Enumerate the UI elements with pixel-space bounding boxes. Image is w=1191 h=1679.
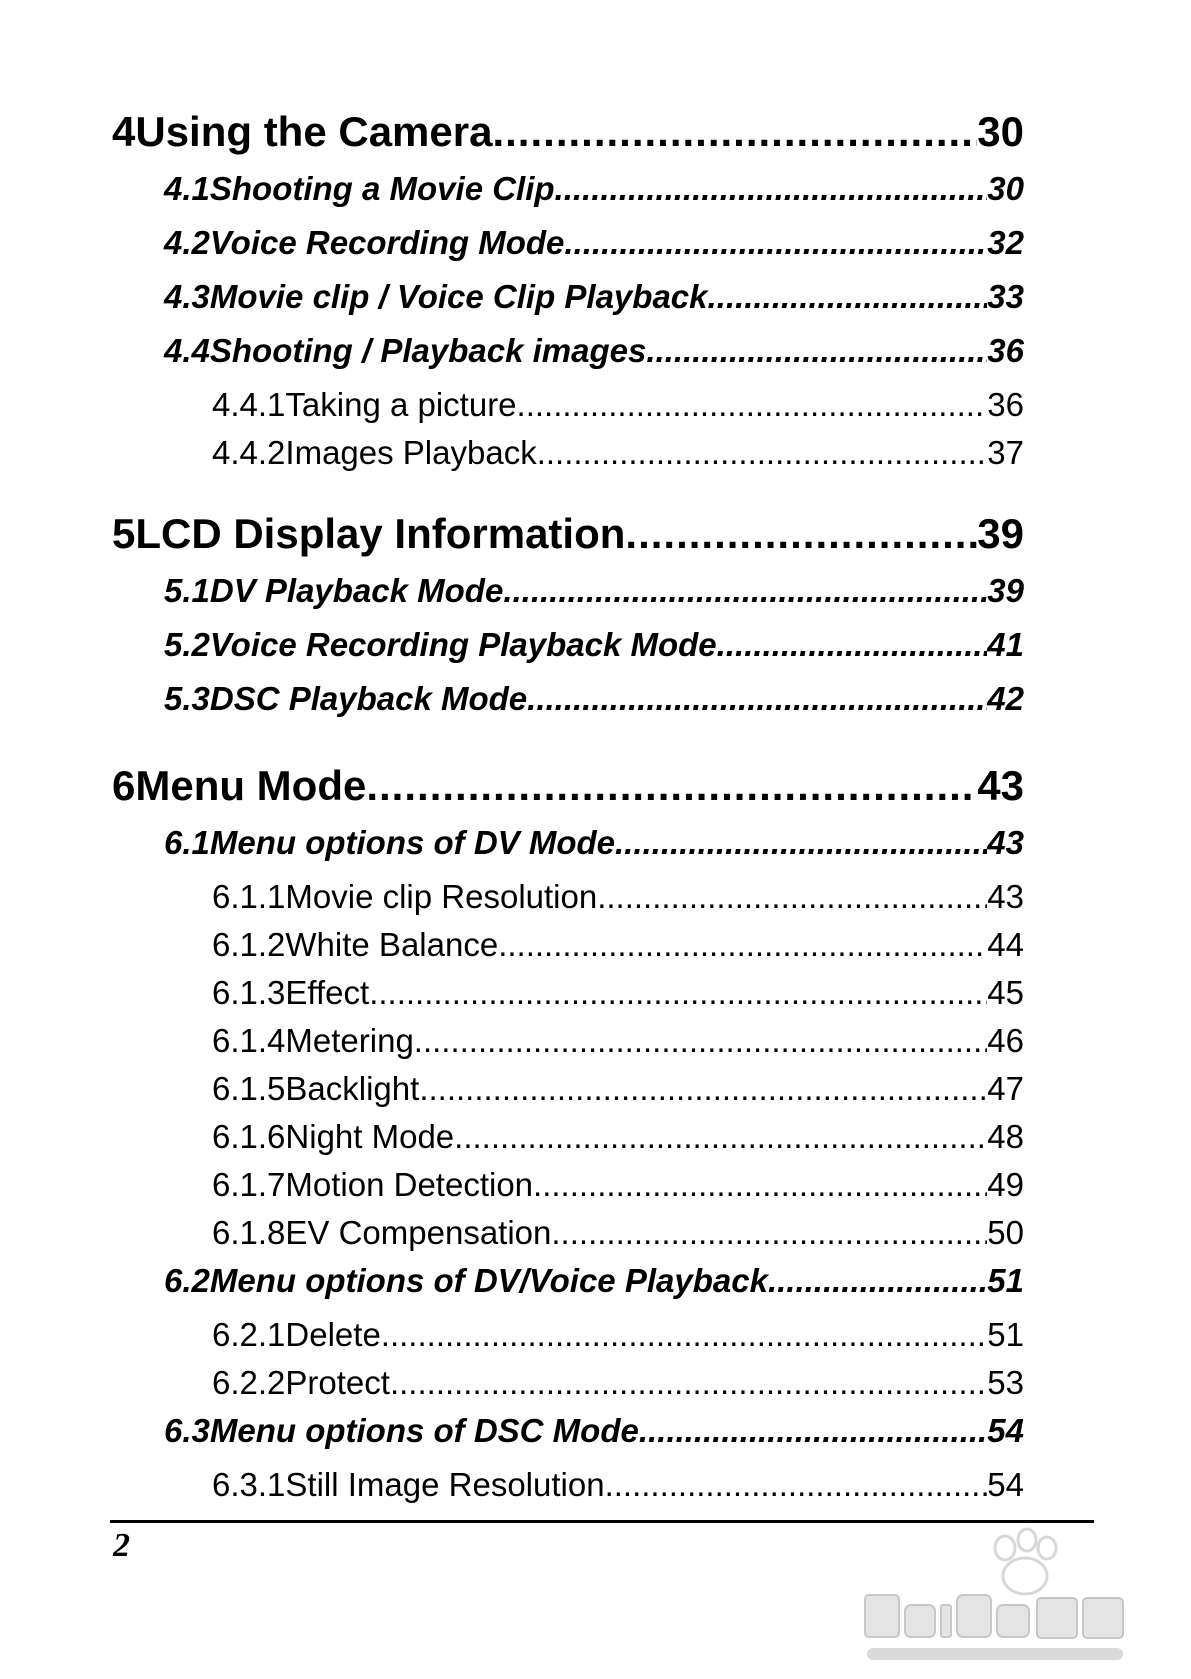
dot-leader	[366, 762, 977, 810]
toc-entry-page-number: 45	[987, 974, 1024, 1011]
toc-entry-page-number: 39	[987, 572, 1024, 609]
toc-entry-page-number: 30	[977, 108, 1024, 155]
toc-entry-page-number: 42	[987, 680, 1024, 717]
toc-entry-level-3[interactable]	[112, 878, 1024, 926]
toc-entry-number: 5.3	[164, 680, 210, 717]
dot-leader	[414, 1022, 987, 1060]
toc-entry-title: EV Compensation	[285, 1214, 552, 1251]
toc-entry-level-3[interactable]	[112, 386, 1024, 434]
toc-entry-number: 4	[112, 108, 136, 155]
dot-leader	[555, 170, 988, 208]
toc-entry-title: Using the Camera	[135, 108, 493, 155]
toc-entry-level-3[interactable]	[112, 1364, 1024, 1412]
toc-entry-page-number: 33	[987, 278, 1024, 315]
toc-entry-page-number: 51	[987, 1316, 1024, 1353]
toc-entry-page-number: 43	[977, 762, 1024, 809]
toc-entry-page-number: 54	[987, 1466, 1024, 1503]
toc-entry-number: 6.3	[164, 1412, 210, 1449]
toc-entry-level-3[interactable]	[112, 1316, 1024, 1364]
dot-leader	[717, 626, 988, 664]
toc-entry-page-number: 36	[987, 386, 1024, 423]
toc-entry-number: 6.1.2	[212, 926, 286, 963]
dot-leader	[564, 224, 987, 262]
toc-entry-page-number: 41	[987, 626, 1024, 663]
dot-leader	[646, 332, 987, 370]
toc-entry-title: Effect	[285, 974, 370, 1011]
toc-entry-title: Voice Recording Playback Mode	[209, 626, 717, 663]
toc-entry-number: 6.1.1	[212, 878, 286, 915]
toc-entry-page-number: 50	[987, 1214, 1024, 1251]
toc-entry-level-3[interactable]	[112, 1466, 1024, 1514]
dot-leader	[615, 824, 987, 862]
toc-entry-level-3[interactable]	[112, 1214, 1024, 1262]
toc-entry-level-2[interactable]	[112, 680, 1024, 734]
toc-entry-title: DV Playback Mode	[209, 572, 504, 609]
toc-entry-level-2[interactable]	[112, 824, 1024, 878]
toc-entry-level-2[interactable]	[112, 572, 1024, 626]
toc-entry-title: Protect	[285, 1364, 390, 1401]
toc-entry-level-2[interactable]	[112, 1262, 1024, 1316]
toc-entry-level-3[interactable]	[112, 926, 1024, 974]
toc-entry-number: 4.4.1	[212, 386, 286, 423]
dot-leader	[454, 1118, 987, 1156]
page-number: 2	[113, 1527, 130, 1564]
toc-entry-title: Night Mode	[285, 1118, 455, 1155]
toc-entry-level-1[interactable]	[112, 108, 1024, 160]
dot-leader	[533, 1166, 987, 1204]
toc-entry-page-number: 53	[987, 1364, 1024, 1401]
toc-entry-level-1[interactable]	[112, 510, 1024, 562]
dot-leader	[708, 278, 988, 316]
dot-leader	[390, 1364, 987, 1402]
toc-entry-title: Delete	[285, 1316, 381, 1353]
toc-entry-level-3[interactable]	[112, 1118, 1024, 1166]
toc-entry-number: 6.2.2	[212, 1364, 286, 1401]
toc-entry-title: Menu options of DV Mode	[209, 824, 615, 861]
toc-entry-number: 6.1.7	[212, 1166, 286, 1203]
dot-leader	[419, 1070, 987, 1108]
toc-entry-title: Movie clip / Voice Clip Playback	[209, 278, 708, 315]
toc-entry-page-number: 51	[987, 1262, 1024, 1299]
dot-leader	[498, 926, 987, 964]
toc-entry-page-number: 30	[987, 170, 1024, 207]
toc-entry-number: 4.4	[164, 332, 210, 369]
toc-entry-page-number: 46	[987, 1022, 1024, 1059]
toc-entry-level-3[interactable]	[112, 974, 1024, 1022]
toc-entry-title: Backlight	[285, 1070, 420, 1107]
toc-entry-number: 6.3.1	[212, 1466, 286, 1503]
toc-entry-level-3[interactable]	[112, 434, 1024, 482]
toc-entry-number: 5.2	[164, 626, 210, 663]
dot-leader	[503, 572, 987, 610]
toc-entry-number: 6	[112, 762, 136, 809]
toc-entry-page-number: 43	[987, 878, 1024, 915]
table-of-contents	[112, 108, 1024, 1514]
toc-entry-number: 6.1.4	[212, 1022, 286, 1059]
toc-entry-page-number: 37	[987, 434, 1024, 471]
dot-leader	[369, 974, 987, 1012]
toc-entry-title: Shooting a Movie Clip	[209, 170, 555, 207]
toc-entry-level-2[interactable]	[112, 332, 1024, 386]
toc-entry-title: Motion Detection	[285, 1166, 534, 1203]
toc-entry-level-3[interactable]	[112, 1022, 1024, 1070]
toc-entry-title: LCD Display Information	[135, 510, 626, 557]
toc-entry-number: 5	[112, 510, 136, 557]
toc-entry-level-1[interactable]	[112, 762, 1024, 814]
dot-leader	[537, 434, 988, 472]
toc-entry-level-2[interactable]	[112, 1412, 1024, 1466]
toc-entry-level-3[interactable]	[112, 1070, 1024, 1118]
dot-leader	[527, 680, 987, 718]
dot-leader	[517, 386, 988, 424]
toc-entry-level-2[interactable]	[112, 626, 1024, 680]
toc-entry-level-3[interactable]	[112, 1166, 1024, 1214]
toc-entry-title: Voice Recording Mode	[209, 224, 565, 261]
toc-entry-title: Still Image Resolution	[285, 1466, 605, 1503]
toc-entry-level-2[interactable]	[112, 170, 1024, 224]
toc-entry-page-number: 48	[987, 1118, 1024, 1155]
dot-leader	[768, 1262, 987, 1300]
toc-entry-page-number: 39	[977, 510, 1024, 557]
toc-entry-number: 4.1	[164, 170, 210, 207]
dot-leader	[597, 878, 987, 916]
toc-entry-number: 4.4.2	[212, 434, 286, 471]
toc-entry-page-number: 54	[987, 1412, 1024, 1449]
toc-entry-page-number: 49	[987, 1166, 1024, 1203]
toc-entry-number: 6.2	[164, 1262, 210, 1299]
toc-entry-title: Menu Mode	[135, 762, 367, 809]
toc-entry-title: Metering	[285, 1022, 414, 1059]
toc-entry-page-number: 32	[987, 224, 1024, 261]
dot-leader	[492, 108, 977, 156]
toc-entry-page-number: 47	[987, 1070, 1024, 1107]
dot-leader	[639, 1412, 987, 1450]
dot-leader	[605, 1466, 988, 1504]
baidu-jingyan-watermark-logo	[855, 1520, 1135, 1670]
toc-entry-page-number: 43	[987, 824, 1024, 861]
toc-entry-title: Images Playback	[285, 434, 537, 471]
toc-entry-level-2[interactable]	[112, 224, 1024, 278]
toc-entry-number: 4.3	[164, 278, 210, 315]
toc-entry-title: Movie clip Resolution	[285, 878, 598, 915]
toc-entry-title: Shooting / Playback images	[209, 332, 647, 369]
toc-entry-title: Menu options of DSC Mode	[209, 1412, 639, 1449]
toc-entry-number: 4.2	[164, 224, 210, 261]
toc-entry-title: White Balance	[285, 926, 499, 963]
toc-entry-number: 6.1.8	[212, 1214, 286, 1251]
dot-leader	[551, 1214, 987, 1252]
toc-entry-title: Menu options of DV/Voice Playback	[209, 1262, 768, 1299]
dot-leader	[381, 1316, 987, 1354]
toc-entry-number: 6.1	[164, 824, 210, 861]
toc-entry-number: 6.2.1	[212, 1316, 286, 1353]
dot-leader	[625, 510, 977, 558]
toc-entry-title: DSC Playback Mode	[209, 680, 528, 717]
toc-entry-number: 6.1.6	[212, 1118, 286, 1155]
toc-entry-number: 6.1.5	[212, 1070, 286, 1107]
toc-entry-title: Taking a picture	[285, 386, 517, 423]
toc-entry-level-2[interactable]	[112, 278, 1024, 332]
toc-entry-page-number: 44	[987, 926, 1024, 963]
toc-entry-page-number: 36	[987, 332, 1024, 369]
toc-entry-number: 6.1.3	[212, 974, 286, 1011]
toc-entry-number: 5.1	[164, 572, 210, 609]
